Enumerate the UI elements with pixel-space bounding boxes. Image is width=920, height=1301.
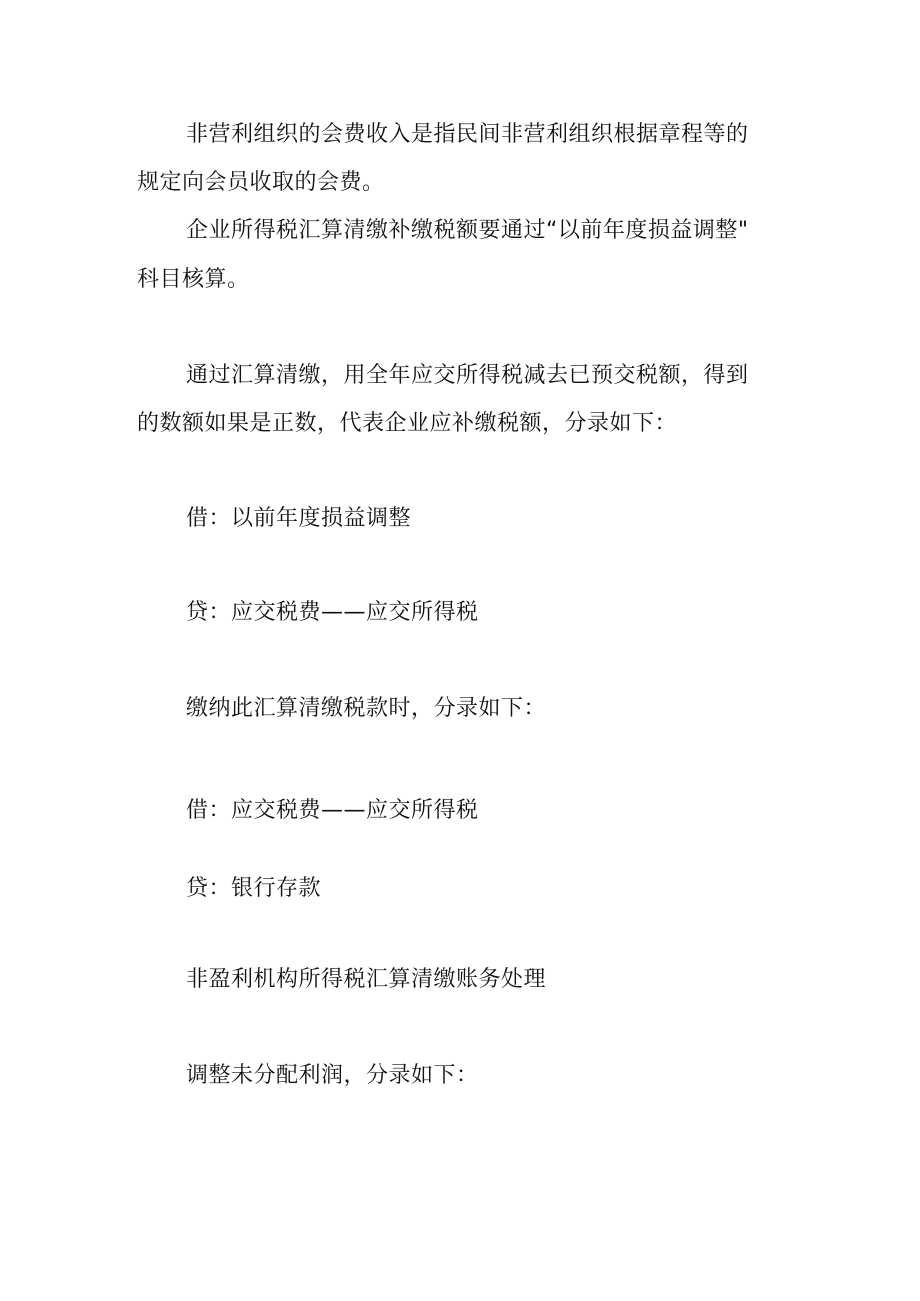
- debit-entry-2: 借：应交税费——应交所得税: [186, 798, 479, 823]
- paragraph-2-line-2: 科目核算。: [137, 267, 250, 292]
- credit-entry-1: 贷：应交税费——应交所得税: [186, 600, 479, 625]
- payment-note: 缴纳此汇算清缴税款时，分录如下：: [186, 696, 547, 721]
- debit-entry-1: 借：以前年度损益调整: [186, 506, 412, 531]
- paragraph-1-line-1: 非营利组织的会费收入是指民间非营利组织根据章程等的: [186, 122, 749, 147]
- paragraph-1-line-2: 规定向会员收取的会费。: [137, 170, 385, 195]
- paragraph-3-line-1: 通过汇算清缴，用全年应交所得税减去已预交税额，得到: [186, 363, 749, 388]
- credit-entry-2: 贷：银行存款: [186, 876, 322, 901]
- paragraph-2-line-1: 企业所得税汇算清缴补缴税额要通过“以前年度损益调整": [186, 218, 749, 243]
- adjustment-note: 调整未分配利润，分录如下：: [186, 1063, 479, 1088]
- paragraph-3-line-2: 的数额如果是正数，代表企业应补缴税额，分录如下：: [137, 411, 678, 436]
- section-heading: 非盈利机构所得税汇算清缴账务处理: [186, 967, 547, 992]
